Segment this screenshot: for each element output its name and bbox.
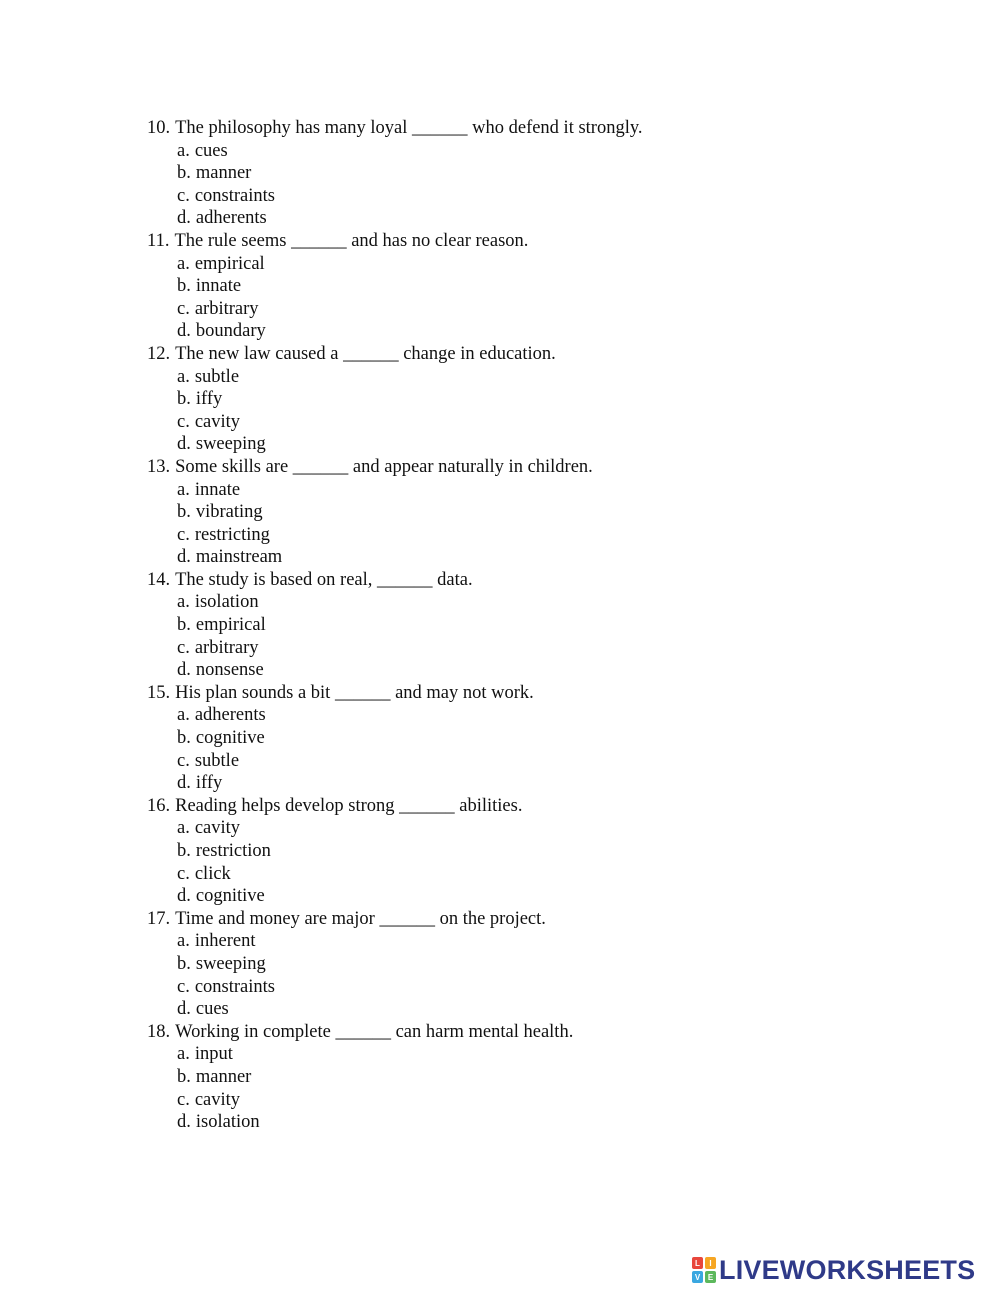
option-text: empirical [195,615,266,636]
answer-option[interactable] [147,1066,907,1089]
answer-option[interactable] [147,863,907,886]
option-text: restricting [194,524,270,545]
question-number: 17. [147,908,171,929]
answer-option[interactable] [147,750,907,773]
option-text: cues [195,999,229,1020]
svg-text:E: E [707,1273,714,1282]
question-text: Reading helps develop strong ______ abilities. [175,795,523,816]
option-letter: d. [177,1112,191,1133]
option-text: adherents [194,705,266,726]
answer-option[interactable] [147,727,907,750]
liveworksheets-brand [691,1253,975,1287]
option-letter: a. [177,253,190,274]
question-text: Some skills are ______ and appear naturally in children. [175,456,593,477]
option-text: cavity [194,411,241,432]
answer-option[interactable] [147,320,907,343]
option-letter: d. [177,547,191,568]
option-letter: d. [177,773,191,794]
option-text: constraints [194,185,275,206]
answer-option[interactable] [147,1111,907,1134]
option-text: sweeping [195,434,266,455]
answer-option[interactable] [147,388,907,411]
question-text: His plan sounds a bit ______ and may not work. [175,682,534,703]
question-text: Working in complete ______ can harm mental health. [175,1021,574,1042]
option-text: iffy [195,773,223,794]
option-letter: d. [177,886,191,907]
answer-option[interactable] [147,140,907,163]
option-letter: a. [177,1044,190,1065]
question-text: The new law caused a ______ change in education. [175,343,556,364]
answer-option[interactable] [147,930,907,953]
answer-option[interactable] [147,366,907,389]
question-15 [147,682,907,705]
answer-option[interactable] [147,411,907,434]
option-text: nonsense [195,660,264,681]
option-letter: b. [177,953,191,974]
option-letter: a. [177,705,190,726]
answer-option[interactable] [147,659,907,682]
option-text: innate [195,276,242,297]
question-number: 15. [147,682,171,703]
option-letter: a. [177,479,190,500]
option-text: click [194,863,231,884]
question-11 [147,230,907,253]
option-text: isolation [195,1112,260,1133]
question-number: 12. [147,343,171,364]
answer-option[interactable] [147,817,907,840]
question-number: 18. [147,1021,171,1042]
option-letter: d. [177,999,191,1020]
answer-option[interactable] [147,885,907,908]
option-text: isolation [194,592,259,613]
answer-option[interactable] [147,546,907,569]
option-letter: a. [177,140,190,161]
question-17 [147,908,907,931]
question-number: 14. [147,569,171,590]
option-letter: c. [177,411,190,432]
answer-option[interactable] [147,185,907,208]
answer-option[interactable] [147,479,907,502]
option-letter: b. [177,728,191,749]
question-18 [147,1021,907,1044]
answer-option[interactable] [147,298,907,321]
option-letter: c. [177,637,190,658]
option-letter: d. [177,434,191,455]
option-letter: c. [177,750,190,771]
option-text: inherent [194,931,256,952]
question-text: The rule seems ______ and has no clear reason. [174,230,529,251]
option-text: input [194,1044,233,1065]
option-letter: d. [177,660,191,681]
option-text: empirical [194,253,265,274]
question-13 [147,456,907,479]
option-letter: a. [177,818,190,839]
answer-option[interactable] [147,1089,907,1112]
worksheet [147,117,907,1134]
question-10 [147,117,907,140]
option-text: cues [194,140,228,161]
option-letter: c. [177,298,190,319]
svg-text:I: I [709,1259,712,1268]
answer-option[interactable] [147,162,907,185]
option-letter: a. [177,592,190,613]
answer-option[interactable] [147,433,907,456]
question-number: 16. [147,795,171,816]
option-text: iffy [195,389,223,410]
option-letter: c. [177,863,190,884]
liveworksheets-logo-icon [691,1256,717,1284]
question-text: Time and money are major ______ on the project. [175,908,546,929]
question-number: 11. [147,230,170,251]
question-number: 10. [147,118,171,138]
question-14 [147,569,907,592]
option-text: manner [195,1066,252,1087]
option-text: innate [194,479,241,500]
svg-text:L: L [695,1259,700,1268]
option-text: subtle [194,366,240,387]
option-letter: a. [177,931,190,952]
brand-name: LIVEWORKSHEETS [719,1255,976,1285]
option-text: subtle [194,750,240,771]
option-text: cavity [194,818,241,839]
answer-option[interactable] [147,953,907,976]
question-number: 13. [147,456,171,477]
option-letter: b. [177,163,191,184]
option-letter: c. [177,976,190,997]
option-text: mainstream [195,547,283,568]
option-letter: c. [177,185,190,206]
option-text: boundary [195,321,266,342]
question-text: The philosophy has many loyal ______ who defend it strongly. [175,118,643,138]
answer-option[interactable] [147,1043,907,1066]
question-text: The study is based on real, ______ data. [175,569,473,590]
svg-text:V: V [694,1273,701,1282]
answer-option[interactable] [147,840,907,863]
answer-option[interactable] [147,772,907,795]
option-text: sweeping [195,953,266,974]
answer-option[interactable] [147,704,907,727]
option-letter: b. [177,841,191,861]
option-text: vibrating [195,502,263,523]
option-text: cognitive [195,886,265,907]
option-letter: d. [177,208,191,229]
option-text: restriction [195,841,271,861]
answer-option[interactable] [147,253,907,276]
answer-option[interactable] [147,591,907,614]
option-text: cavity [194,1089,241,1110]
question-12 [147,343,907,366]
option-text: arbitrary [194,637,259,658]
option-letter: b. [177,615,191,636]
answer-option[interactable] [147,275,907,298]
answer-option[interactable] [147,614,907,637]
option-letter: d. [177,321,191,342]
option-letter: c. [177,1089,190,1110]
option-letter: b. [177,1066,191,1087]
question-16 [147,795,907,818]
option-letter: c. [177,524,190,545]
answer-option[interactable] [147,976,907,999]
option-letter: b. [177,276,191,297]
answer-option[interactable] [147,501,907,524]
option-letter: a. [177,366,190,387]
option-text: arbitrary [194,298,259,319]
answer-option[interactable] [147,998,907,1021]
option-text: cognitive [195,728,265,749]
answer-option[interactable] [147,524,907,547]
option-letter: b. [177,389,191,410]
answer-option[interactable] [147,637,907,660]
answer-option[interactable] [147,207,907,230]
option-text: adherents [195,208,267,229]
option-text: manner [195,163,252,184]
option-letter: b. [177,502,191,523]
option-text: constraints [194,976,275,997]
